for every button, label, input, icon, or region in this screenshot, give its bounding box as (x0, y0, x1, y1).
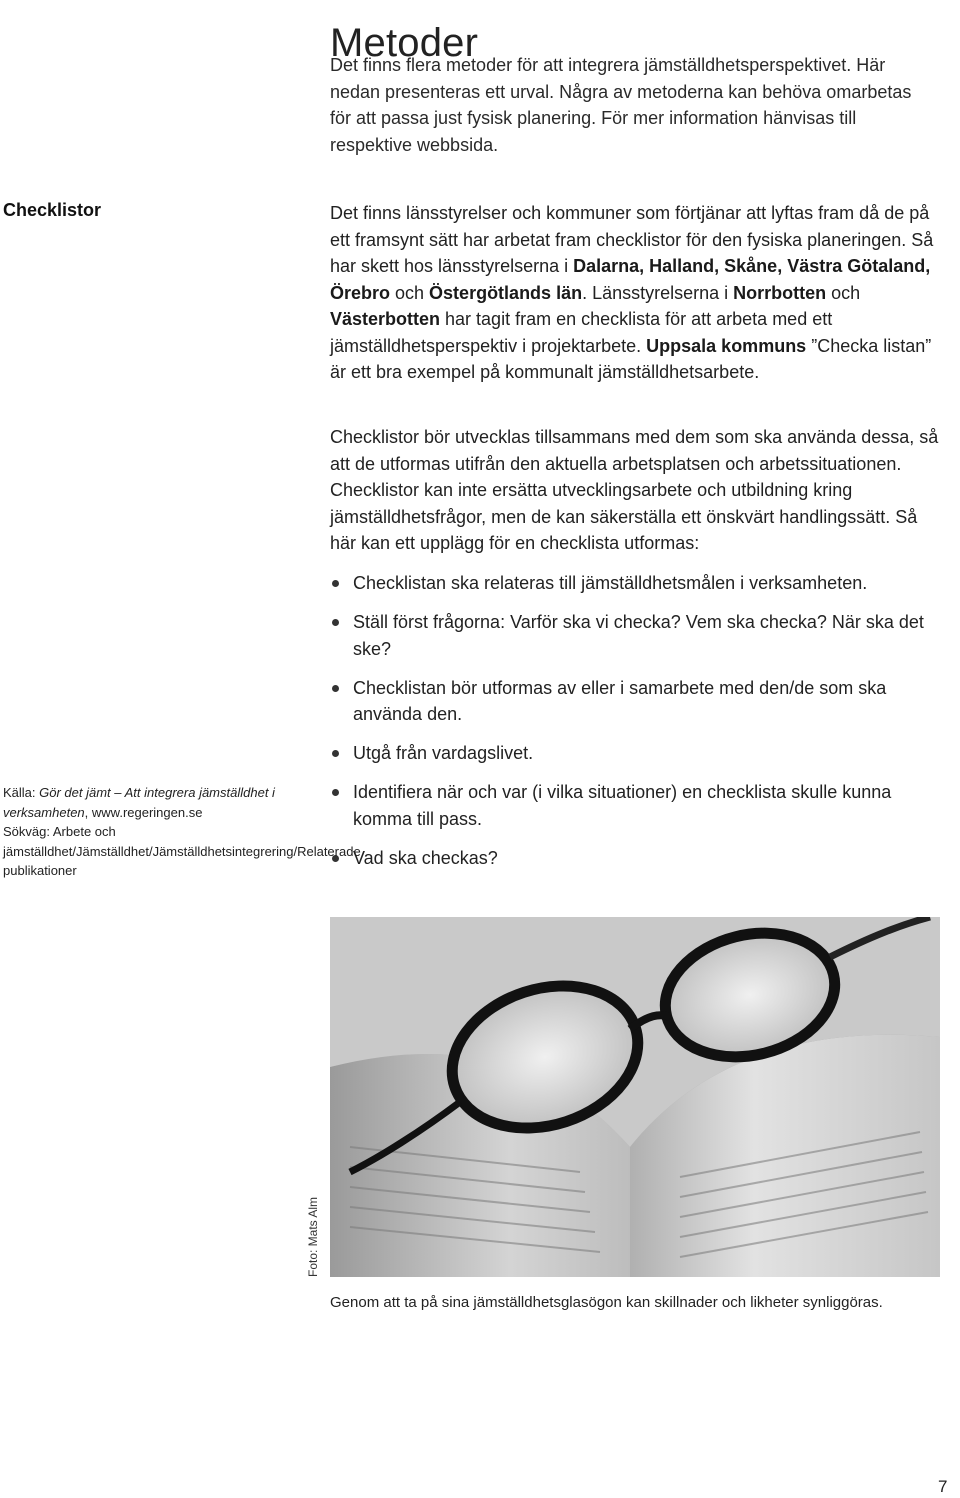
page-title: Metoder (330, 20, 479, 65)
highlight-counties: Dalarna, Halland, Skåne, Västra Götaland, Örebro (330, 256, 931, 303)
source-note: Källa: Gör det jämt – Att integrera jämställdhet i verksamheten, www.regeringen.se Sökväg: Arbete och jämställdhet/Jämställdhet/Jämställdhetsintegrering/Relaterade publikationer (3, 785, 361, 878)
photo-glasses-on-book (330, 917, 940, 1277)
list-item: Ställ först frågorna: Varför ska vi checka? Vem ska checka? När ska det ske? (330, 609, 940, 662)
highlight-uppsala: Uppsala kommuns (646, 335, 807, 356)
list-item: Utgå från vardagslivet. (330, 740, 940, 767)
list-item: Vad ska checkas? (330, 845, 940, 872)
intro-paragraph: Det finns flera metoder för att integrera jämställdhetsperspektivet. Här nedan presenteras ett urval. Några av metoderna kan behöva omarbetas för att passa just fysisk planering. För mer information hänvisas till respektive webbsida. (330, 55, 912, 155)
list-item: Checklistan ska relateras till jämställdhetsmålen i verksamheten. (330, 570, 940, 597)
photo-caption: Genom att ta på sina jämställdhetsglasögon kan skillnader och likheter synliggöras. (330, 1294, 883, 1311)
bullet-icon (332, 619, 339, 626)
photo-credit: Foto: Mats Alm (306, 1196, 320, 1277)
bullet-icon (332, 750, 339, 757)
bullet-icon (332, 580, 339, 587)
checklist-bullets (330, 570, 940, 884)
list-item: Identifiera när och var (i vilka situationer) en checklista skulle kunna komma till pass. (330, 779, 940, 832)
highlight-norrbotten: Norrbotten (733, 282, 827, 303)
section-heading: Checklistor (3, 200, 102, 220)
highlight-vasterbotten: Västerbotten (330, 309, 441, 329)
source-path: Sökväg: Arbete och jämställdhet/Jämställdhet/Jämställdhetsintegrering/Relaterade publikationer (3, 824, 361, 878)
bullet-icon (332, 685, 339, 692)
list-item: Checklistan bör utformas av eller i samarbete med den/de som ska använda den. (330, 675, 940, 728)
checklist-paragraph-1: Det finns länsstyrelser och kommuner som förtjänar att lyftas fram då de på ett framsynt sätt har arbetat fram checklistor för den fysiska planeringen. Så har skett hos länsstyrelserna i Dalarna, Halland, Skåne, Västra Götaland, Örebro och Östergötlands län. Länsstyrelserna i Norrbotten och Västerbotten har tagit fram en checklista för att arbeta med ett jämställdhetsperspektiv i projektarbete. Uppsala kommuns ”Checka listan” är ett bra exempel på kommunalt jämställdhetsarbete. (330, 203, 934, 382)
source-title: Gör det jämt – Att integrera jämställdhet i verksamheten (3, 785, 275, 820)
bullet-icon (332, 789, 339, 796)
checklist-paragraph-2: Checklistor bör utvecklas tillsammans med dem som ska använda dessa, så att de utformas utifrån den aktuella arbetsplatsen och arbetssituationen. Checklistor kan inte ersätta utvecklingsarbete och utbildning kring jämställdhetsfrågor, men de kan säkerställa ett önskvärt handlingssätt. Så här kan ett upplägg för en checklista utformas: (330, 427, 939, 553)
highlight-county: Östergötlands län (429, 282, 583, 303)
page-number: 7 (938, 1477, 948, 1496)
glasses-book-illustration (330, 917, 940, 1277)
